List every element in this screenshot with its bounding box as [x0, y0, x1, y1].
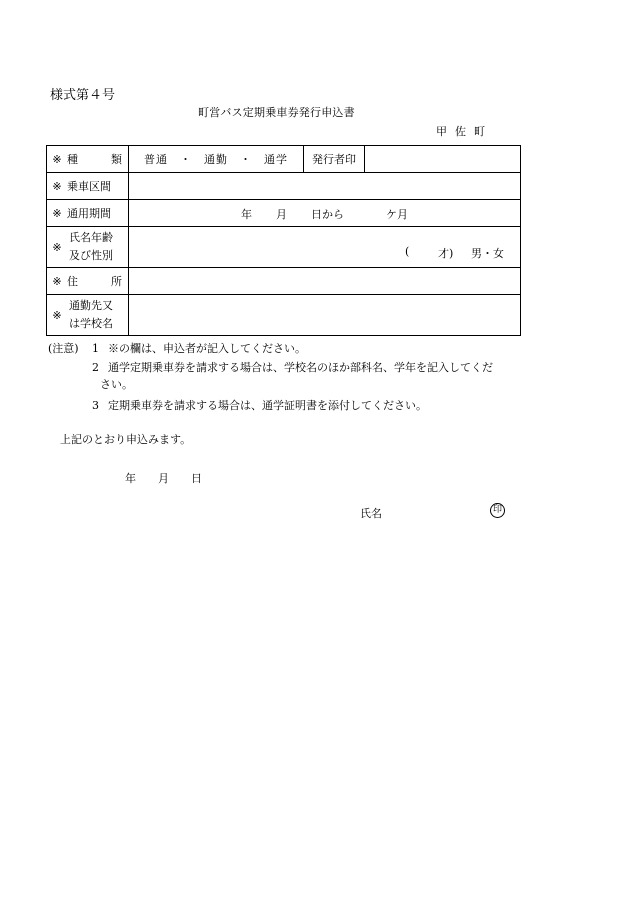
period-year: 年	[241, 208, 252, 221]
period-day-from: 日から	[311, 208, 344, 221]
period-months: ケ月	[386, 208, 408, 221]
notes-header: (注意)	[48, 342, 79, 355]
required-mark: ※	[47, 173, 68, 200]
row-type	[47, 146, 521, 173]
address-field[interactable]	[129, 268, 521, 295]
label-address-char2: 所	[111, 275, 122, 288]
label-workplace-line1: 通勤先又	[69, 299, 113, 312]
label-type-char2: 類	[111, 153, 122, 166]
ticket-type-options[interactable]: 普通 ・ 通勤 ・ 通学	[129, 146, 304, 173]
date-day: 日	[191, 472, 202, 485]
label-period: 通用期間	[67, 200, 129, 227]
application-date[interactable]	[125, 470, 202, 486]
workplace-field[interactable]	[129, 295, 521, 336]
document-title: 町営バス定期乗車券発行申込書	[198, 106, 355, 119]
applicant-name-label: 氏名	[360, 507, 382, 520]
age-open: (	[405, 245, 410, 258]
label-address-char1: 住	[67, 275, 78, 288]
label-type-cell	[67, 146, 129, 173]
note-number: 3	[92, 399, 99, 412]
note-text: 通学定期乗車券を請求する場合は、学校名のほか部科名、学年を記入してくだ	[108, 361, 493, 374]
row-workplace	[47, 295, 521, 336]
label-workplace-cell	[67, 295, 129, 336]
label-address-cell	[67, 268, 129, 295]
form-number: 様式第４号	[50, 88, 116, 103]
issuer-stamp-field[interactable]	[365, 146, 521, 173]
note-number: 1	[92, 342, 99, 355]
required-mark: ※	[47, 146, 68, 173]
issuer-stamp-label: 発行者印	[304, 146, 365, 173]
row-address	[47, 268, 521, 295]
label-name-line1: 氏名年齢	[69, 231, 113, 244]
age-close: 才)	[438, 247, 454, 260]
period-field[interactable]	[129, 200, 521, 227]
required-mark: ※	[47, 268, 68, 295]
section-field[interactable]	[129, 173, 521, 200]
row-period	[47, 200, 521, 227]
declaration: 上記のとおり申込みます。	[60, 433, 192, 446]
name-field[interactable]	[129, 227, 521, 268]
label-type-char1: 種	[67, 153, 78, 166]
required-mark: ※	[47, 200, 68, 227]
note-text-continued: さい。	[100, 378, 133, 391]
note-text: ※の欄は、申込者が記入してください。	[108, 342, 306, 355]
label-name-cell	[67, 227, 129, 268]
date-month: 月	[158, 472, 169, 485]
row-name	[47, 227, 521, 268]
application-form-table	[46, 145, 521, 336]
date-year: 年	[125, 472, 136, 485]
row-section	[47, 173, 521, 200]
label-section: 乗車区間	[67, 173, 129, 200]
label-type	[67, 151, 128, 167]
label-name-line2: 及び性別	[69, 249, 113, 262]
period-month: 月	[276, 208, 287, 221]
note-text: 定期乗車券を請求する場合は、通学証明書を添付してください。	[108, 399, 427, 412]
seal-mark: 印	[490, 503, 505, 518]
label-workplace-line2: は学校名	[69, 317, 113, 330]
issuer-town: 甲佐町	[436, 125, 493, 138]
required-mark: ※	[47, 295, 68, 336]
note-number: 2	[92, 361, 99, 374]
gender-options[interactable]: 男・女	[471, 247, 504, 260]
label-address	[67, 273, 128, 289]
required-mark: ※	[47, 227, 68, 268]
